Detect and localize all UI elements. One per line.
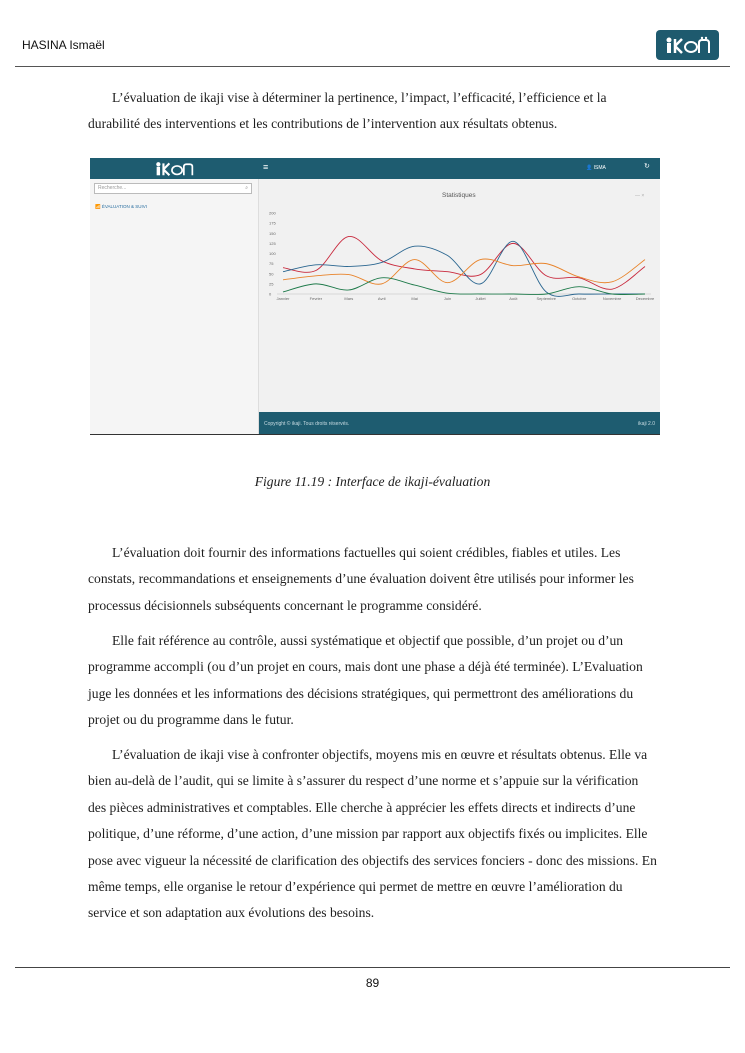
- y-tick-label: 75: [269, 261, 274, 267]
- x-tick-label: Octobre: [572, 296, 587, 301]
- y-tick-label: 200: [269, 210, 276, 216]
- y-tick-label: 175: [269, 220, 276, 226]
- hamburger-icon[interactable]: ≡: [263, 162, 269, 172]
- x-tick-label: Mai: [411, 296, 418, 301]
- statistics-chart: [259, 179, 660, 412]
- x-tick-label: Août: [509, 296, 518, 301]
- x-tick-label: Fevrier: [309, 296, 323, 301]
- footer-divider: [15, 967, 730, 968]
- refresh-icon[interactable]: ↻: [644, 162, 650, 170]
- x-tick-label: Septembre: [536, 296, 557, 301]
- copyright-text: Copyright © ikaji. Tous droits réservés.: [264, 421, 350, 427]
- page-header-author: HASINA Ismaël: [22, 38, 105, 52]
- y-tick-label: 25: [269, 281, 274, 287]
- x-tick-label: Juillet: [475, 296, 486, 301]
- x-tick-label: Janvier: [276, 296, 290, 301]
- version-text: ikaji 2.0: [638, 421, 655, 427]
- search-icon: ⌕: [245, 185, 248, 191]
- app-sidebar: [90, 179, 259, 434]
- x-tick-label: Avril: [377, 296, 386, 301]
- user-menu[interactable]: 👤 ISMA: [586, 165, 606, 171]
- app-logo-icon: [152, 160, 197, 177]
- figure-caption: Figure 11.19 : Interface de ikaji-évaluation: [254, 474, 491, 489]
- y-tick-label: 50: [269, 271, 274, 277]
- app-footer: [259, 412, 660, 434]
- panel-controls[interactable]: — ×: [635, 193, 645, 199]
- header-divider: [15, 66, 730, 67]
- ikaji-app-screenshot: [90, 158, 660, 435]
- sidebar-search-input[interactable]: Recherche... ⌕: [94, 183, 252, 194]
- chart-series-line-3: [283, 259, 645, 284]
- y-tick-label: 125: [269, 240, 276, 246]
- sidebar-item-evaluation[interactable]: 📶 ÉVALUATION & SUIVI: [95, 204, 147, 209]
- x-tick-label: Juin: [443, 296, 452, 301]
- ikaji-logo-icon: [656, 30, 719, 60]
- intro-paragraph: L’évaluation de ikaji vise à déterminer la pertinence, l’impact, l’efficacité, l’efficience et la durabilité des interventions et les contributions de l’intervention aux résultats obtenus.: [88, 90, 607, 132]
- app-top-bar: [90, 158, 660, 179]
- app-main-panel: [259, 179, 660, 412]
- page-number: 89: [365, 976, 380, 990]
- chart-series-line-1: [283, 236, 645, 289]
- body-paragraph-2: Elle fait référence au contrôle, aussi systématique et objectif que possible, d’un projet ou d’un programme accompli (ou d’un projet en cours, mais dont une phase a déjà été terminée). L’Evaluation juge les données et les informations des décisions stratégiques, qui permettront des améliorations du projet ou du programme dans le futur.: [88, 633, 643, 728]
- body-paragraph-3: L’évaluation de ikaji vise à confronter objectifs, moyens mis en œuvre et résultats obtenus. Elle va bien au-delà de l’audit, qui se limite à s’assurer du respect d’une norme et s’appuie sur la vérification des pièces administratives et comptables. Elle cherche à apprécier les effets directs et indirects d’une politique, d’une réforme, d’une action, d’une mission par rapport aux objectifs fixés ou implicites. Elle pose avec vigueur la nécessité de clarification des objectifs des services fonciers - donc des missions. En même temps, elle organise le retour d’expérience qui permet de mettre en œuvre l’amélioration du service et son adaptation aux évolutions des besoins.: [88, 747, 657, 921]
- x-tick-label: Decembre: [635, 296, 655, 301]
- x-tick-label: Novembre: [602, 296, 622, 301]
- y-tick-label: 100: [269, 251, 276, 256]
- chart-title: Statistiques: [442, 192, 476, 199]
- y-tick-label: 150: [269, 230, 276, 236]
- body-paragraph-1: L’évaluation doit fournir des informations factuelles qui soient crédibles, fiables et utiles. Les constats, recommandations et enseignements d’une évaluation doivent être utilisés pour informer les processus décisionnels subséquents concernant le programme considéré.: [88, 545, 634, 613]
- x-tick-label: Mars: [344, 296, 354, 301]
- y-tick-label: 0: [269, 291, 272, 297]
